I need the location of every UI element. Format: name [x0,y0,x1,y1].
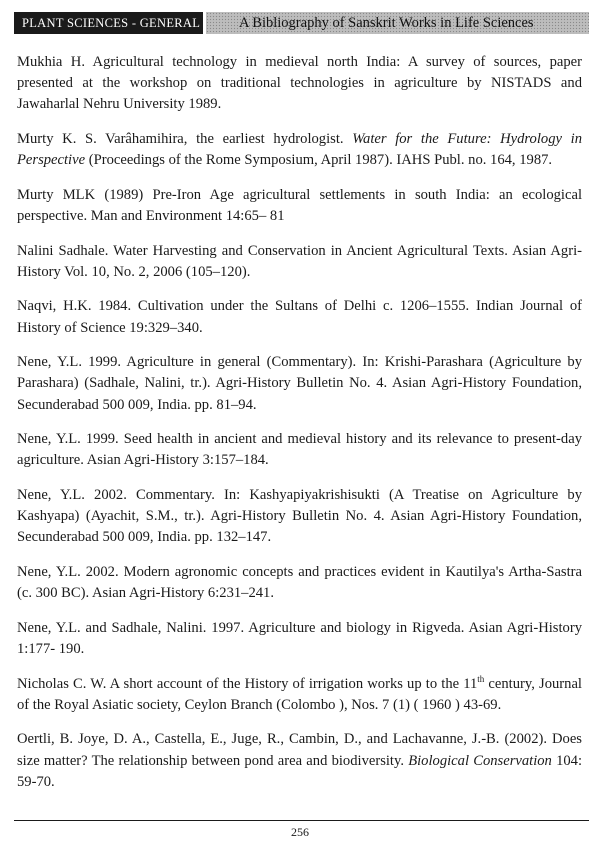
entry-text: Murty MLK (1989) Pre-Iron Age agricultural settlements in south India: an ecological perspective. Man and Environment 14:65– 81 [17,186,582,224]
bibliography-entry [17,618,582,660]
bibliography-entry [17,241,582,283]
bibliography-entry [17,562,582,604]
section-label: PLANT SCIENCES - GENERAL [14,12,203,34]
entry-text: Nene, Y.L. 1999. Seed health in ancient and medieval history and its relevance to present-day agriculture. Asian Agri-History 3:157–184. [17,431,582,469]
book-title: A Bibliography of Sanskrit Works in Life Sciences [206,12,589,34]
entry-text: Nene, Y.L. 2002. Modern agronomic concepts and practices evident in Kautilya's Artha-Sastra (c. 300 BC). Asian Agri-History 6:231–241. [17,563,582,602]
ordinal-superscript: th [477,673,485,684]
footer-rule [14,820,589,821]
entry-text: Nalini Sadhale. Water Harvesting and Conservation in Ancient Agricultural Texts. Asian Agri-History Vol. 10, No. 2, 2006 (105–120). [17,242,582,280]
running-header [14,12,589,34]
bibliography-entry [17,185,582,227]
bibliography-entry [17,485,582,549]
bibliography-list [17,52,582,793]
bibliography-entry [17,296,582,338]
entry-text: Naqvi, H.K. 1984. Cultivation under the Sultans of Delhi c. 1206–1555. Indian Journal of History of Science 19:329–340. [17,298,582,336]
bibliography-entry [17,729,582,793]
entry-text-tail: century, Journal of the Royal Asiatic society, Ceylon Branch (Colombo ), Nos. 7 (1) ( 1960 ) 43-69. [17,675,582,713]
entry-text: Nicholas C. W. A short account of the History of irrigation works up to the 11 [17,675,478,692]
entry-text: Nene, Y.L. 2002. Commentary. In: Kashyapiyakrishisukti (A Treatise on Agriculture by Kashyapa) (Ayachit, S.M., tr.). Agri-History Bulletin No. 4. Asian Agri-History Foundation, Secunderabad 500 009, India. pp. 132–147. [17,486,582,546]
entry-text-tail: (Proceedings of the Rome Symposium, April 1987). IAHS Publ. no. 164, 1987. [85,152,553,169]
bibliography-entry [17,52,582,116]
page-number: 256 [291,825,309,839]
entry-text: Oertli, B. Joye, D. A., Castella, E., Juge, R., Cambin, D., and Lachavanne, J.-B. (2002). Does size matter? The relationship between pond area and biodiversity. [17,731,582,769]
entry-text: Nene, Y.L. 1999. Agriculture in general (Commentary). In: Krishi-Parashara (Agriculture by Parashara) (Sadhale, Nalini, tr.). Agri-History Bulletin No. 4. Asian Agri-History Foundation, Secunderabad 500 009, India. pp. 81–94. [17,354,582,413]
bibliography-entry [17,352,582,416]
bibliography-entry [17,129,582,171]
entry-italic-title: Water for the Future: Hydrology in Perspective [17,131,582,169]
entry-text: Murty K. S. Varâhamihira, the earliest hydrologist. [17,131,353,147]
entry-text: Mukhia H. Agricultural technology in medieval north India: A survey of sources, paper presented at the workshop on traditional technologies in agriculture by NISTADS and Jawaharlal Nehru University 1989. [17,54,582,113]
entry-italic-title: Biological Conservation [408,752,552,769]
bibliography-entry [17,674,582,716]
bibliography-entry [17,429,582,471]
entry-text-tail: 104: 59-70. [17,752,583,790]
entry-text: Nene, Y.L. and Sadhale, Nalini. 1997. Agriculture and biology in Rigveda. Asian Agri-History 1:177- 190. [17,619,582,657]
